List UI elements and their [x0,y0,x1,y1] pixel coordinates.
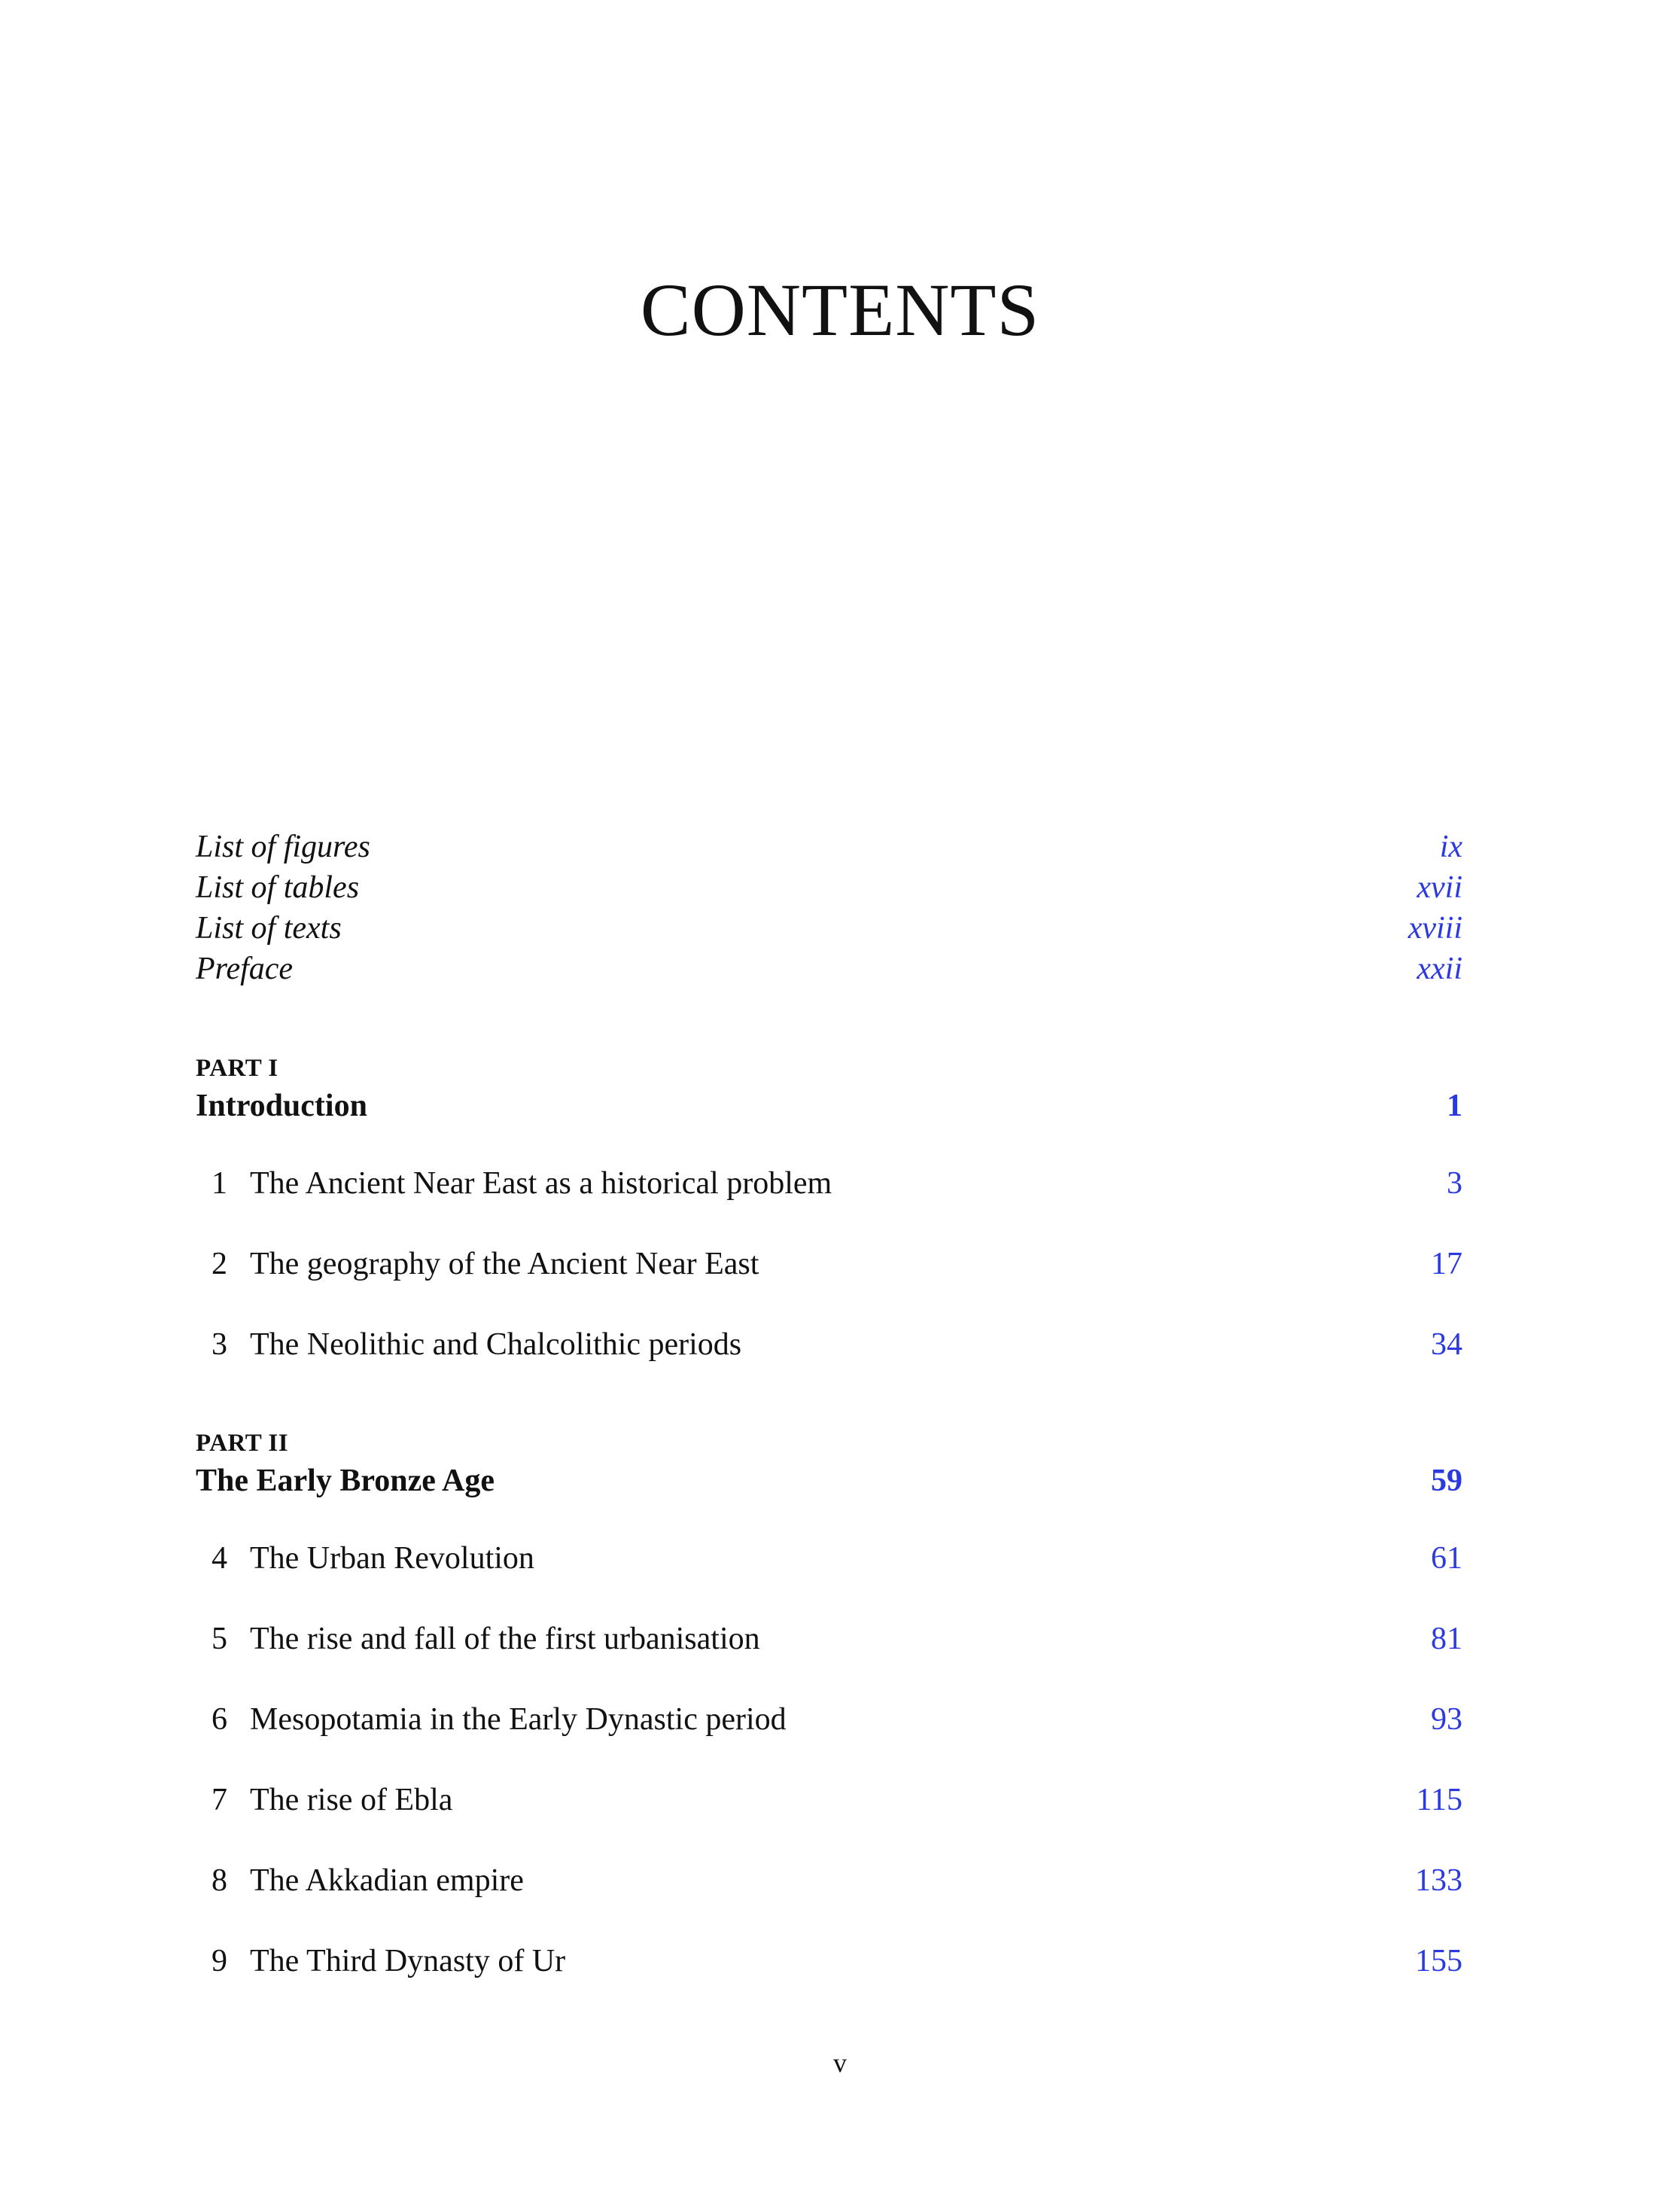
chapter-number: 1 [212,1166,227,1201]
toc-entry-list-of-tables[interactable] [196,867,1462,912]
toc-entry-list-of-figures[interactable] [196,827,1462,872]
chapter-number: 9 [212,1944,227,1978]
toc-chapter-entry[interactable] [196,1244,1462,1289]
chapter-number: 5 [212,1622,227,1656]
toc-page-link[interactable]: 115 [1416,1783,1462,1817]
chapter-number: 6 [212,1702,227,1737]
toc-page-link[interactable]: 1 [1447,1089,1462,1123]
toc-entry-preface[interactable] [196,949,1462,994]
toc-page-link[interactable]: 133 [1415,1863,1462,1898]
toc-chapter-entry[interactable] [196,1699,1462,1744]
page-title: CONTENTS [640,268,1040,352]
toc-page-link[interactable]: 61 [1431,1541,1462,1576]
toc-chapter-entry[interactable] [196,1941,1462,1986]
toc-page-link[interactable]: 81 [1431,1622,1462,1656]
toc-page-link[interactable]: ix [1439,830,1462,864]
toc-entry-label: List of figures [196,830,370,864]
toc-chapter-entry[interactable] [196,1780,1462,1825]
chapter-title: The Third Dynasty of Ur [250,1944,566,1978]
chapter-title: The Neolithic and Chalcolithic periods [250,1327,742,1362]
chapter-number: 7 [212,1783,227,1817]
toc-chapter-entry[interactable] [196,1619,1462,1664]
toc-chapter-entry[interactable] [196,1163,1462,1208]
page-folio: v [833,2048,847,2078]
toc-page-link[interactable]: 34 [1431,1327,1462,1362]
chapter-title: The Ancient Near East as a historical problem [250,1166,832,1201]
chapter-title: The geography of the Ancient Near East [250,1247,759,1281]
toc-page-link[interactable]: 17 [1431,1247,1462,1281]
chapter-number: 2 [212,1247,227,1281]
chapter-title: Mesopotamia in the Early Dynastic period [250,1702,787,1737]
chapter-title: The Akkadian empire [250,1863,524,1898]
part-title-label: Introduction [196,1089,367,1123]
chapter-title: The Urban Revolution [250,1541,534,1576]
toc-page-link[interactable]: 59 [1431,1464,1462,1498]
chapter-number: 8 [212,1863,227,1898]
toc-page-link[interactable]: 93 [1431,1702,1462,1737]
toc-chapter-entry[interactable] [196,1860,1462,1905]
toc-part-title[interactable] [196,1461,1462,1506]
chapter-title: The rise of Ebla [250,1783,453,1817]
part-label: PART I [196,1055,278,1082]
toc-page-link[interactable]: xviii [1408,911,1462,946]
toc-entry-label: Preface [196,952,294,986]
part-title-label: The Early Bronze Age [196,1464,495,1498]
toc-page-link[interactable]: 155 [1415,1944,1462,1978]
chapter-title: The rise and fall of the first urbanisation [250,1622,760,1656]
toc-entry-list-of-texts[interactable] [196,908,1462,953]
toc-entry-label: List of texts [196,911,342,946]
toc-chapter-entry[interactable] [196,1538,1462,1583]
toc-page-link[interactable]: xxii [1417,952,1462,986]
toc-part-title[interactable] [196,1086,1462,1131]
toc-entry-label: List of tables [196,870,360,905]
part-label: PART II [196,1430,289,1457]
toc-page-link[interactable]: xvii [1417,870,1462,905]
toc-chapter-entry[interactable] [196,1324,1462,1369]
chapter-number: 4 [212,1541,227,1576]
toc-page-link[interactable]: 3 [1447,1166,1462,1201]
chapter-number: 3 [212,1327,227,1362]
